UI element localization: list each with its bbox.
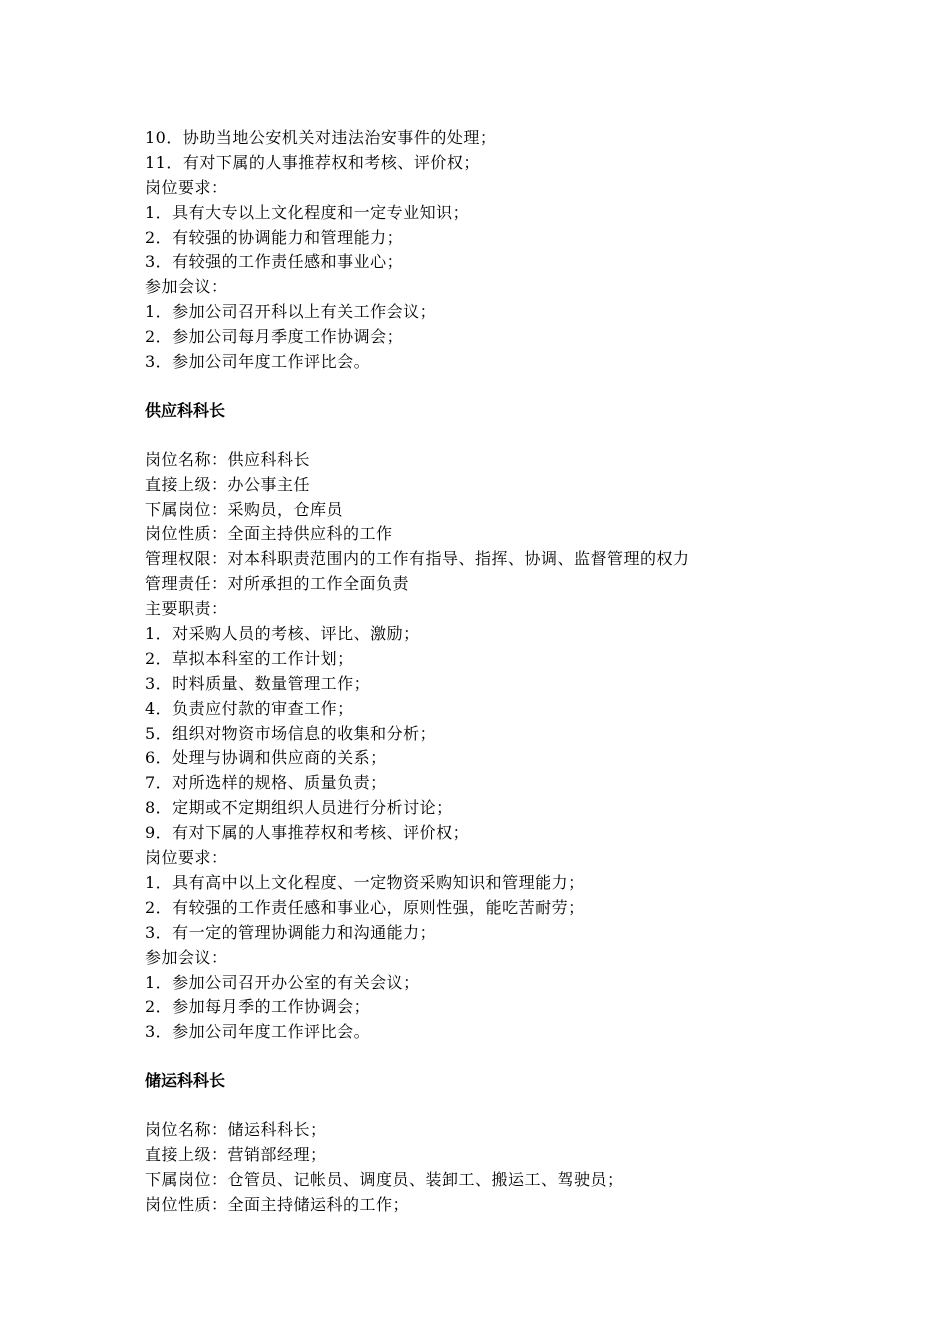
requirements-label: 岗位要求： <box>145 177 228 197</box>
info-item: 下属岗位：采购员，仓库员 <box>145 499 344 519</box>
section-heading: 储运科科长 <box>145 1071 226 1091</box>
info-item: 岗位性质：全面主持储运科的工作； <box>145 1194 410 1214</box>
requirement-item: 1．具有高中以上文化程度、一定物资采购知识和管理能力； <box>145 872 585 892</box>
meeting-item: 2．参加每月季的工作协调会； <box>145 997 371 1017</box>
meetings-label: 参加会议： <box>145 277 228 297</box>
duties-label: 主要职责： <box>145 599 228 619</box>
requirement-item: 2．有较强的协调能力和管理能力； <box>145 227 404 247</box>
requirement-item: 3．有较强的工作责任感和事业心； <box>145 252 404 272</box>
duty-item: 8．定期或不定期组织人员进行分析讨论； <box>145 798 453 818</box>
requirement-item: 3．有一定的管理协调能力和沟通能力； <box>145 922 437 942</box>
requirement-item: 2．有较强的工作责任感和事业心，原则性强，能吃苦耐劳； <box>145 897 585 917</box>
duty-item: 10．协助当地公安机关对违法治安事件的处理； <box>145 128 497 147</box>
meetings-label: 参加会议： <box>145 947 228 967</box>
info-item: 直接上级：营销部经理； <box>145 1144 327 1164</box>
document-page <box>145 126 905 1218</box>
duty-item: 3．时料质量、数量管理工作； <box>145 673 371 693</box>
requirements-label: 岗位要求： <box>145 848 228 868</box>
duty-item: 11．有对下属的人事推荐权和考核、评价权； <box>145 152 480 172</box>
info-item: 下属岗位：仓管员、记帐员、调度员、装卸工、搬运工、驾驶员； <box>145 1169 624 1189</box>
meeting-item: 1．参加公司召开科以上有关工作会议； <box>145 302 437 322</box>
duty-item: 7．对所选样的规格、质量负责； <box>145 773 387 793</box>
duty-item: 1．对采购人员的考核、评比、激励； <box>145 624 420 644</box>
info-item: 岗位名称：供应科科长 <box>145 449 311 469</box>
duty-item: 5．组织对物资市场信息的收集和分析； <box>145 723 437 743</box>
info-item: 岗位名称：储运科科长； <box>145 1120 327 1140</box>
info-item: 管理责任：对所承担的工作全面负责 <box>145 574 410 594</box>
section-prev-tail <box>145 126 905 375</box>
section-supply-chief <box>145 399 905 1045</box>
duty-item: 2．草拟本科室的工作计划； <box>145 648 354 668</box>
info-item: 管理权限：对本科职责范围内的工作有指导、指挥、协调、监督管理的权力 <box>145 549 690 569</box>
meeting-item: 1．参加公司召开办公室的有关会议； <box>145 972 420 992</box>
duty-item: 6．处理与协调和供应商的关系； <box>145 748 387 768</box>
duty-item: 9．有对下属的人事推荐权和考核、评价权； <box>145 823 470 843</box>
info-item: 直接上级：办公事主任 <box>145 474 311 494</box>
info-item: 岗位性质：全面主持供应科的工作 <box>145 524 393 544</box>
section-storage-chief <box>145 1069 905 1217</box>
meeting-item: 3．参加公司年度工作评比会。 <box>145 352 371 372</box>
requirement-item: 1．具有大专以上文化程度和一定专业知识； <box>145 202 470 222</box>
meeting-item: 2．参加公司每月季度工作协调会； <box>145 327 404 347</box>
duty-item: 4．负责应付款的审查工作； <box>145 698 354 718</box>
meeting-item: 3．参加公司年度工作评比会。 <box>145 1022 371 1042</box>
section-heading: 供应科科长 <box>145 400 226 420</box>
